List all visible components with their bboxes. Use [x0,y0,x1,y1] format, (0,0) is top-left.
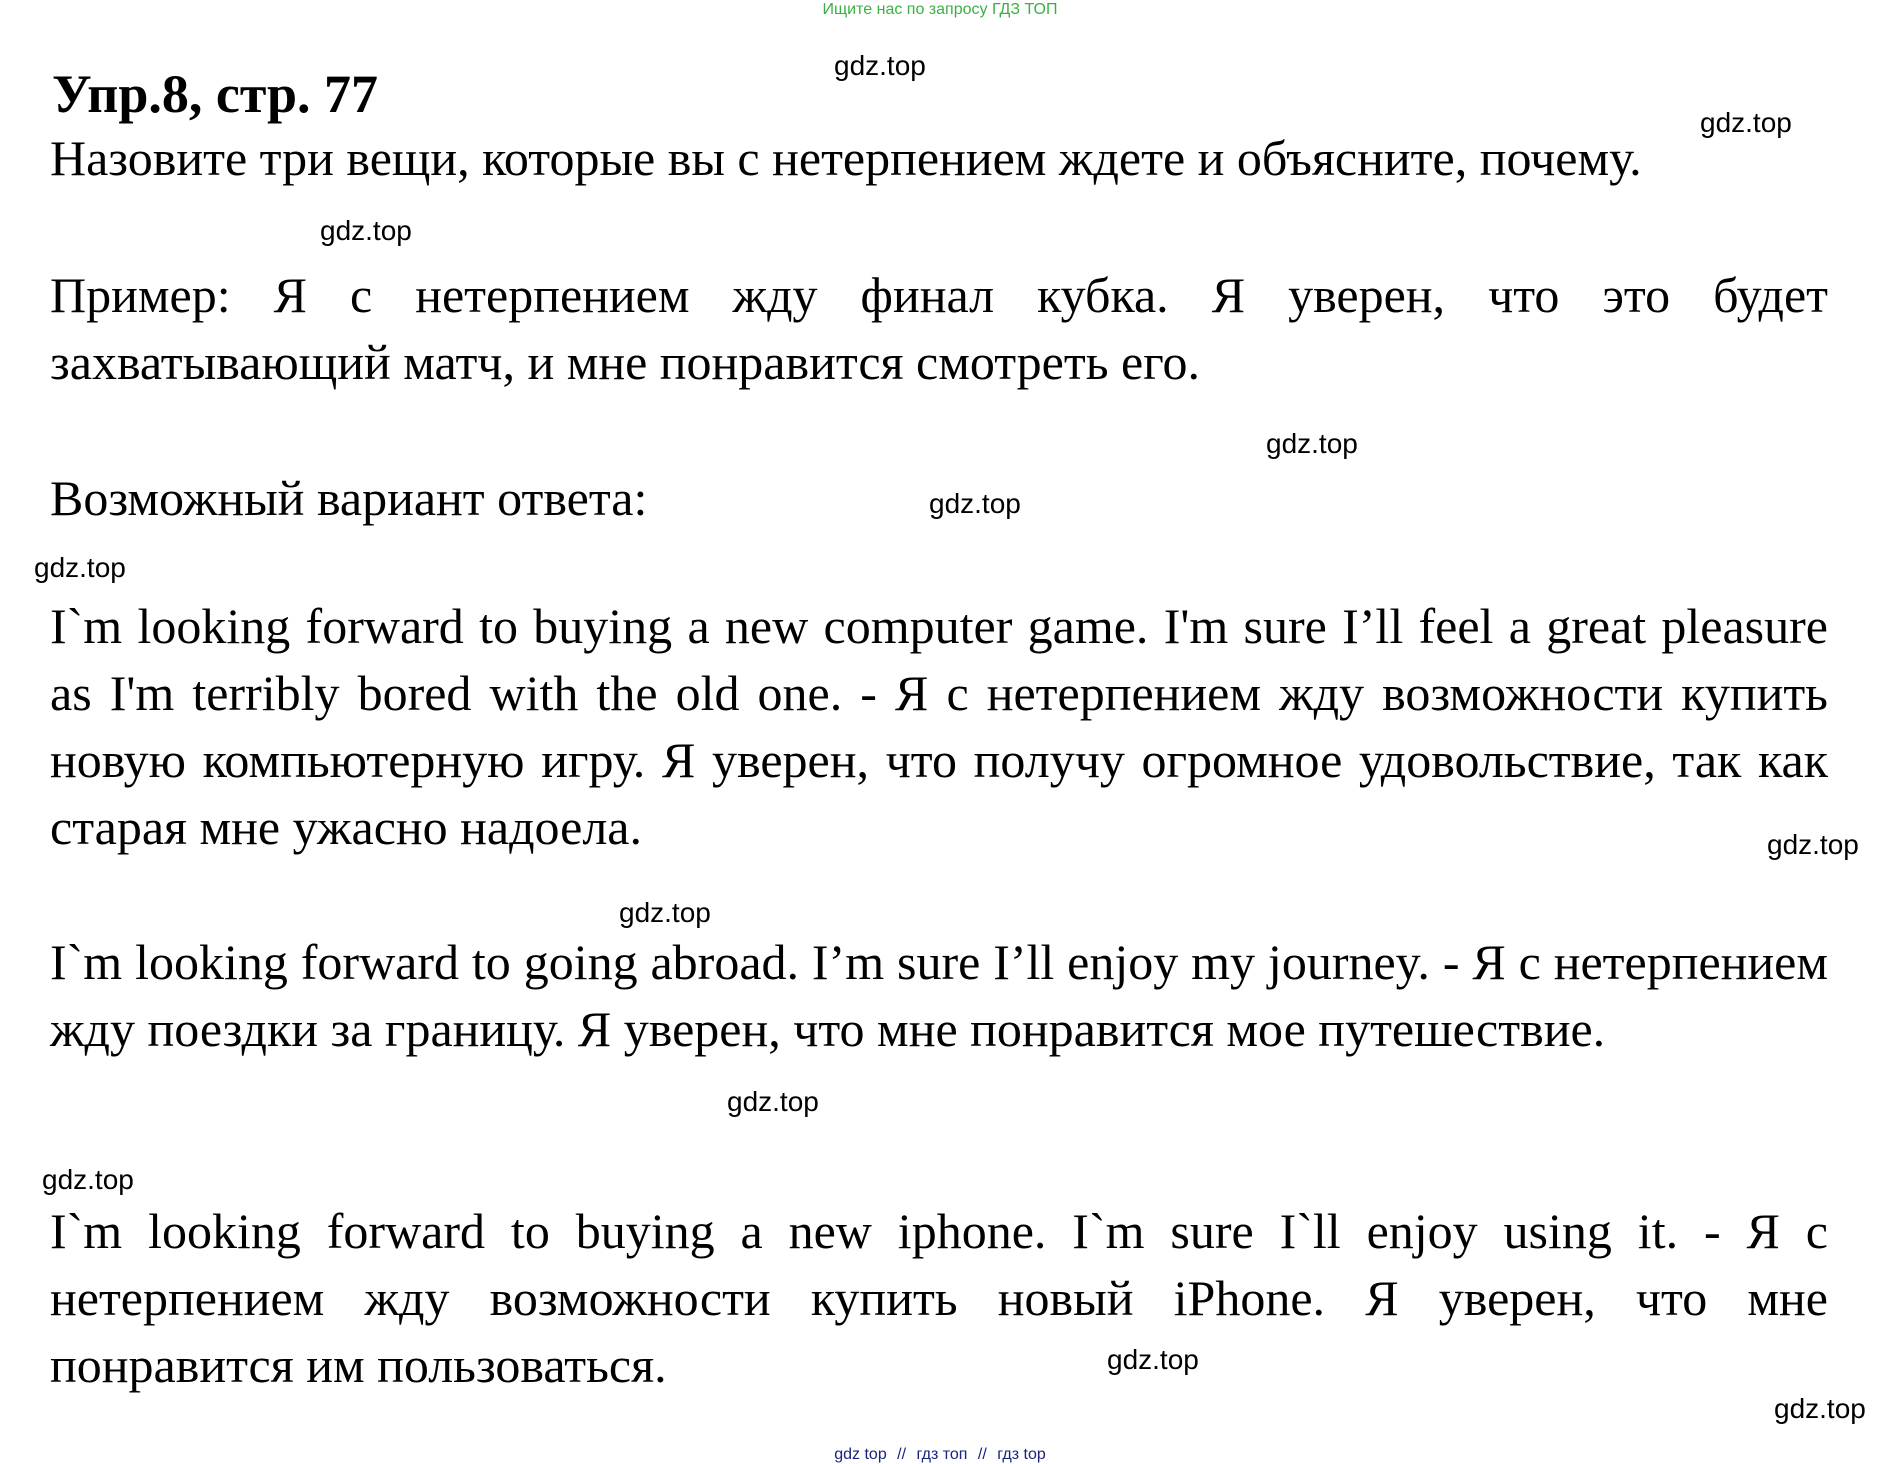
answer-1-russian: Я с нетерпением жду возможности купить новую компьютерную игру. Я уверен, что получу огромное удовольствие, так как старая мне ужасно надоела. [50,665,1828,855]
exercise-title: Упр.8, стр. 77 [52,64,379,124]
watermark: gdz.top [34,552,126,583]
answer-2-russian: Я с нетерпением жду поездки за границу. Я уверен, что мне понравится мое путешествие. [50,934,1828,1057]
watermark: gdz.top [834,50,926,81]
footer-item[interactable]: гдз top [997,1446,1046,1463]
watermark: gdz.top [320,215,412,246]
watermark: gdz.top [42,1164,134,1195]
footer-links [0,1446,1880,1464]
task-text: Назовите три вещи, которые вы с нетерпением ждете и объясните, почему. [50,130,1642,186]
top-search-banner: Ищите нас по запросу ГДЗ ТОП [822,1,1058,18]
watermark: gdz.top [1767,829,1859,860]
answer-3-dash: - [1678,1203,1747,1259]
watermark: gdz.top [727,1086,819,1117]
answer-heading: Возможный вариант ответа: [50,470,648,526]
footer-item[interactable]: гдз топ [916,1446,968,1463]
answer-item-3 [50,1198,1828,1399]
watermark: gdz.top [1700,107,1792,138]
answer-3-russian: Я с нетерпением жду возможности купить новый iPhone. Я уверен, что мне понравится им пользоваться. [50,1203,1828,1393]
answer-3-english: I`m looking forward to buying a new iphone. I`m sure I`ll enjoy using it. [50,1203,1679,1259]
footer-separator: // [977,1446,987,1463]
answer-1-dash: - [842,665,896,721]
footer-item[interactable]: gdz top [834,1446,887,1463]
answer-2-dash: - [1429,934,1473,990]
answer-item-1 [50,593,1828,861]
answer-1-english: I`m looking forward to buying a new computer game. I'm sure I’ll feel a great pleasure as I'm terribly bored with the old one. [50,598,1828,721]
watermark: gdz.top [619,897,711,928]
watermark: gdz.top [1266,428,1358,459]
answer-2-english: I`m looking forward to going abroad. I’m sure I’ll enjoy my journey. [50,934,1430,990]
watermark: gdz.top [1774,1393,1866,1424]
answer-item-2 [50,929,1828,1063]
example-text: Пример: Я с нетерпением жду финал кубка. Я уверен, что это будет захватывающий матч, и мне понравится смотреть его. [50,267,1828,390]
watermark: gdz.top [1107,1344,1199,1375]
footer-separator: // [897,1446,907,1463]
watermark: gdz.top [929,488,1021,519]
